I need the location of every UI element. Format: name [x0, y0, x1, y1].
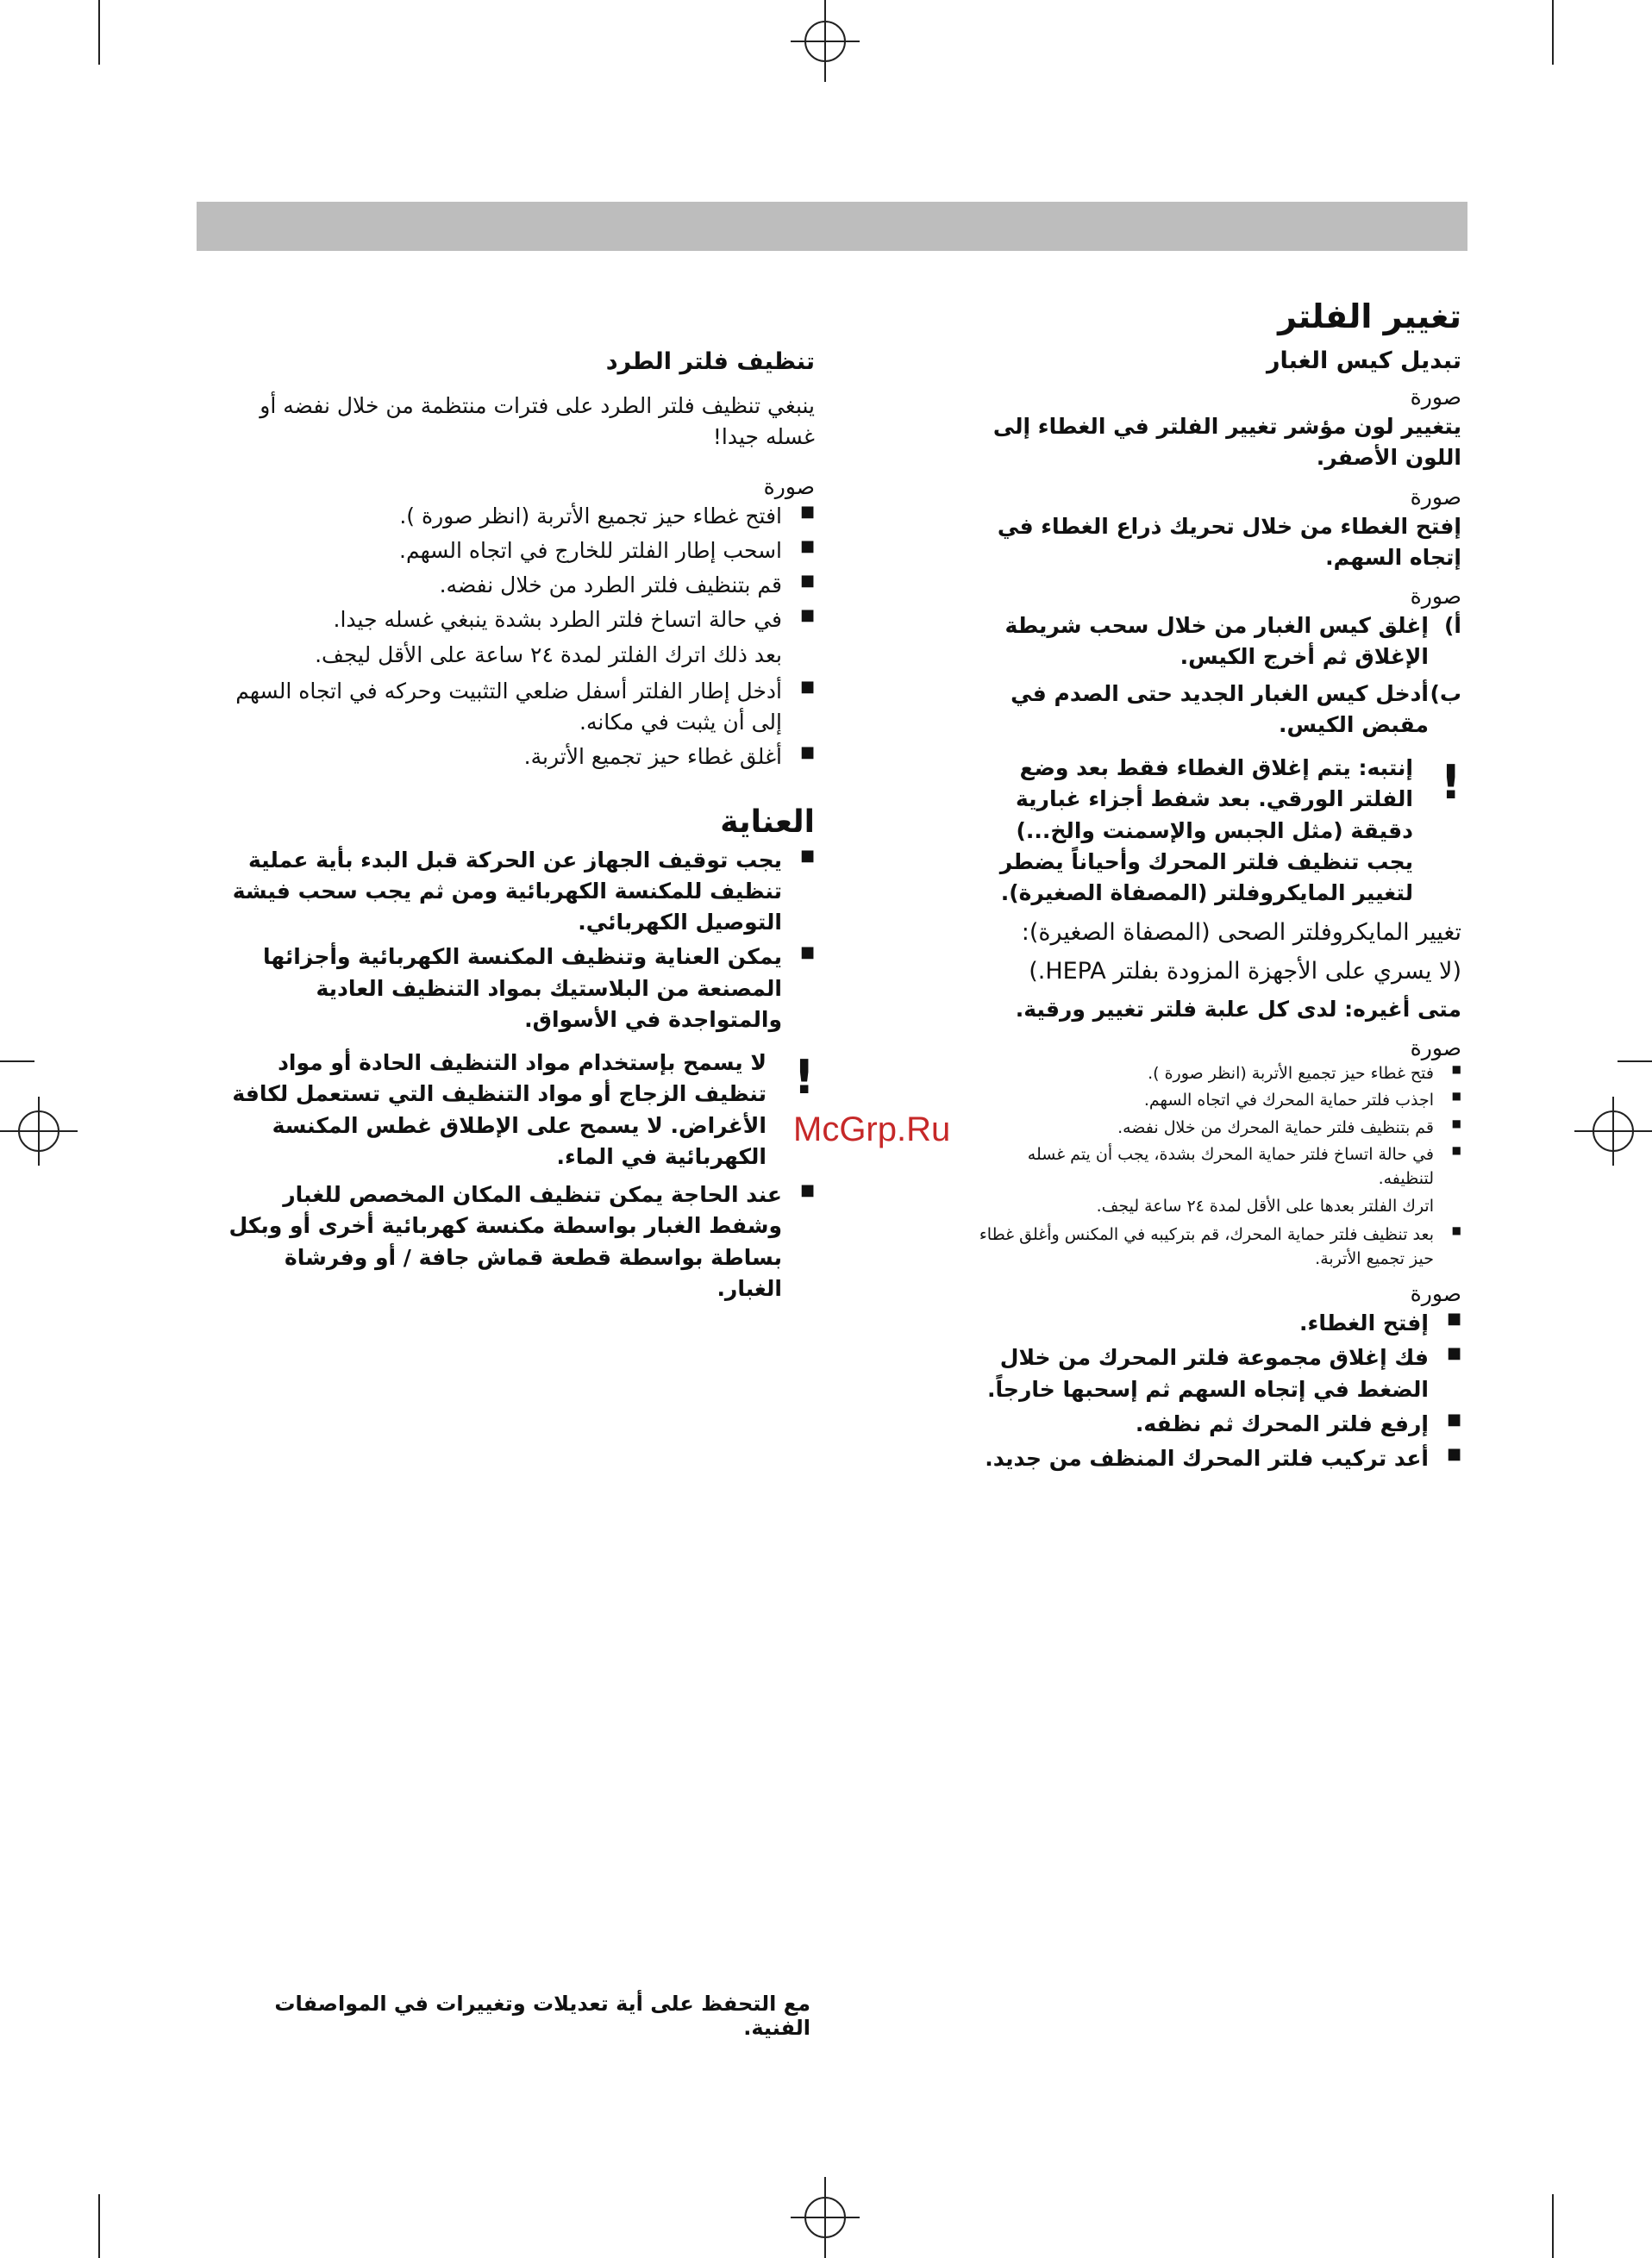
figure-label: صورة [1410, 584, 1461, 609]
step-a-mark: أ) [1444, 613, 1461, 638]
list-item: ■ أغلق غطاء حيز تجميع الأتربة. [220, 741, 815, 772]
list-item: ■ قم بتنظيف فلتر الطرد من خلال نفضه. [220, 570, 815, 601]
exhaust-filter-list-2 [220, 676, 815, 773]
small-list [970, 1062, 1461, 1192]
header-band [197, 202, 1467, 251]
list-extra: اترك الفلتر بعدها على الأقل لمدة ٢٤ ساعة ليجف. [1096, 1196, 1434, 1216]
list-extra: بعد ذلك اترك الفلتر لمدة ٢٤ ساعة على الأقل ليجف. [315, 641, 782, 667]
section-title-care: العناية [720, 804, 815, 840]
paragraph: يتغيير لون مؤشر تغيير الفلتر في الغطاء إلى اللون الأصفر. [992, 414, 1461, 471]
exhaust-filter-list [220, 501, 815, 636]
step-a [970, 610, 1461, 673]
crop-mark [98, 2194, 100, 2258]
list-item: ■ في حالة اتساخ فلتر حماية المحرك بشدة، يجب أن يتم غسله لتنظيفه. [970, 1143, 1461, 1191]
warning-text: لا يسمح بإستخدام مواد التنظيف الحادة أو مواد تنظيف الزجاج أو مواد التنظيف التي تستعمل لكافة الأغراض. لا يسمح على الإطلاق غطس المكنسة الكهربائية في الماء. [232, 1050, 767, 1169]
right-column [970, 297, 1461, 1478]
crop-mark [1552, 0, 1554, 65]
section-title-exhaust-filter: تنظيف فلتر الطرد [605, 348, 815, 375]
list-item: ■ بعد تنظيف فلتر حماية المحرك، قم بتركيبه في المكنس وأغلق غطاء حيز تجميع الأتربة. [970, 1223, 1461, 1271]
step-b-text: أدخل كيس الغبار الجديد حتى الصدم في مقبض الكيس. [1011, 680, 1429, 737]
warning-note [970, 753, 1461, 909]
list-item: ■ إرفع فلتر المحرك ثم نظفه. [970, 1409, 1461, 1440]
small-instructions [970, 1062, 1461, 1271]
registration-mark-right [1574, 1097, 1652, 1166]
crop-mark [0, 1060, 34, 1062]
exclamation-icon: ! [1440, 755, 1461, 810]
registration-mark-top [791, 0, 860, 82]
step-b [970, 679, 1461, 741]
list-item: ■ أدخل إطار الفلتر أسفل ضلعي التثبيت وحركه في اتجاه السهم إلى أن يثبت في مكانه. [220, 676, 815, 739]
watermark: McGrp.Ru [793, 1110, 951, 1148]
list-item: ■ يجب توقيف الجهاز عن الحركة قبل البدء بأية عملية تنظيف للمكنسة الكهربائية ومن ثم يجب سحب فيشة التوصيل الكهربائي. [220, 845, 815, 939]
crop-mark [1552, 2194, 1554, 2258]
list-item: ■ فك إغلاق مجموعة فلتر المحرك من خلال الضغط في إتجاه السهم ثم إسحبها خارجاً. [970, 1342, 1461, 1405]
section-title-filter-change: تغيير الفلتر [1278, 297, 1461, 335]
list-item: ■ اجذب فلتر حماية المحرك في اتجاه السهم. [970, 1089, 1461, 1113]
figure-label: صورة [1410, 484, 1461, 510]
warning-note [220, 1048, 815, 1173]
paragraph: إفتح الغطاء من خلال تحريك ذراع الغطاء في إتجاه السهم. [997, 513, 1461, 570]
left-column [220, 336, 815, 1308]
figure-label: صورة [1410, 385, 1461, 410]
figure-label: صورة [1410, 1281, 1461, 1307]
when-to-change: متى أغيره: لدى كل علبة فلتر تغيير ورقية. [1015, 996, 1461, 1022]
intro-paragraph: ينبغي تنظيف فلتر الطرد على فترات منتظمة من خلال نفضه أو غسله جيدا! [260, 393, 815, 450]
list-item: ■ عند الحاجة يمكن تنظيف المكان المخصص للغبار وشفط الغبار بواسطة مكنسة كهربائية أخرى أو وبكل بساطة بواسطة قطعة قماش جافة / أو وفرشاة الغبار. [220, 1179, 815, 1304]
registration-mark-bottom [791, 2177, 860, 2258]
care-list-2 [220, 1179, 815, 1304]
subtitle-dust-bag: تبديل كيس الغبار [1266, 347, 1461, 374]
list-item: ■ في حالة اتساخ فلتر الطرد بشدة ينبغي غسله جيدا. [220, 604, 815, 635]
warning-text: إنتبه: يتم إغلاق الغطاء فقط بعد وضع الفلتر الورقي. بعد شفط أجزاء غبارية دقيقة (مثل الجبس والإسمنت والخ...) يجب تنظيف فلتر المحرك وأحياناً يضطر لتغيير المايكروفلتر (المصفاة الصغيرة). [999, 755, 1413, 905]
care-list [220, 845, 815, 1036]
list-item: ■ اسحب إطار الفلتر للخارج في اتجاه السهم. [220, 535, 815, 566]
step-a-text: إغلق كيس الغبار من خلال سحب شريطة الإغلاق ثم أخرج الكيس. [1004, 613, 1429, 670]
exclamation-icon: ! [793, 1050, 815, 1104]
list-item: ■ افتح غطاء حيز تجميع الأتربة (انظر صورة ). [220, 501, 815, 532]
footer-note: مع التحفظ على أية تعديلات وتغييرات في المواصفات الفنية. [274, 1992, 810, 2040]
registration-mark-left [0, 1097, 78, 1166]
micro-filter-note: (لا يسري على الأجهزة المزودة بفلتر HEPA.) [1029, 958, 1461, 985]
micro-filter-title: تغيير المايكروفلتر الصحى (المصفاة الصغيرة): [1021, 919, 1461, 947]
list-item: ■ يمكن العناية وتنظيف المكنسة الكهربائية وأجزائها المصنعة من البلاستيك بمواد التنظيف العادية والمتواجدة في الأسواق. [220, 941, 815, 1035]
list-item: ■ فتح غطاء حيز تجميع الأتربة (انظر صورة ). [970, 1062, 1461, 1086]
figure-label: صورة [1410, 1035, 1461, 1060]
figure-label: صورة [763, 473, 815, 499]
list-item: ■ إفتح الغطاء. [970, 1308, 1461, 1339]
crop-mark [98, 0, 100, 65]
list-item: ■ قم بتنظيف فلتر حماية المحرك من خلال نفضه. [970, 1116, 1461, 1141]
crop-mark [1618, 1060, 1652, 1062]
motor-filter-list [970, 1308, 1461, 1474]
small-list-2 [970, 1223, 1461, 1271]
step-b-mark: ب) [1430, 680, 1461, 706]
list-item: ■ أعد تركيب فلتر المحرك المنظف من جديد. [970, 1443, 1461, 1474]
